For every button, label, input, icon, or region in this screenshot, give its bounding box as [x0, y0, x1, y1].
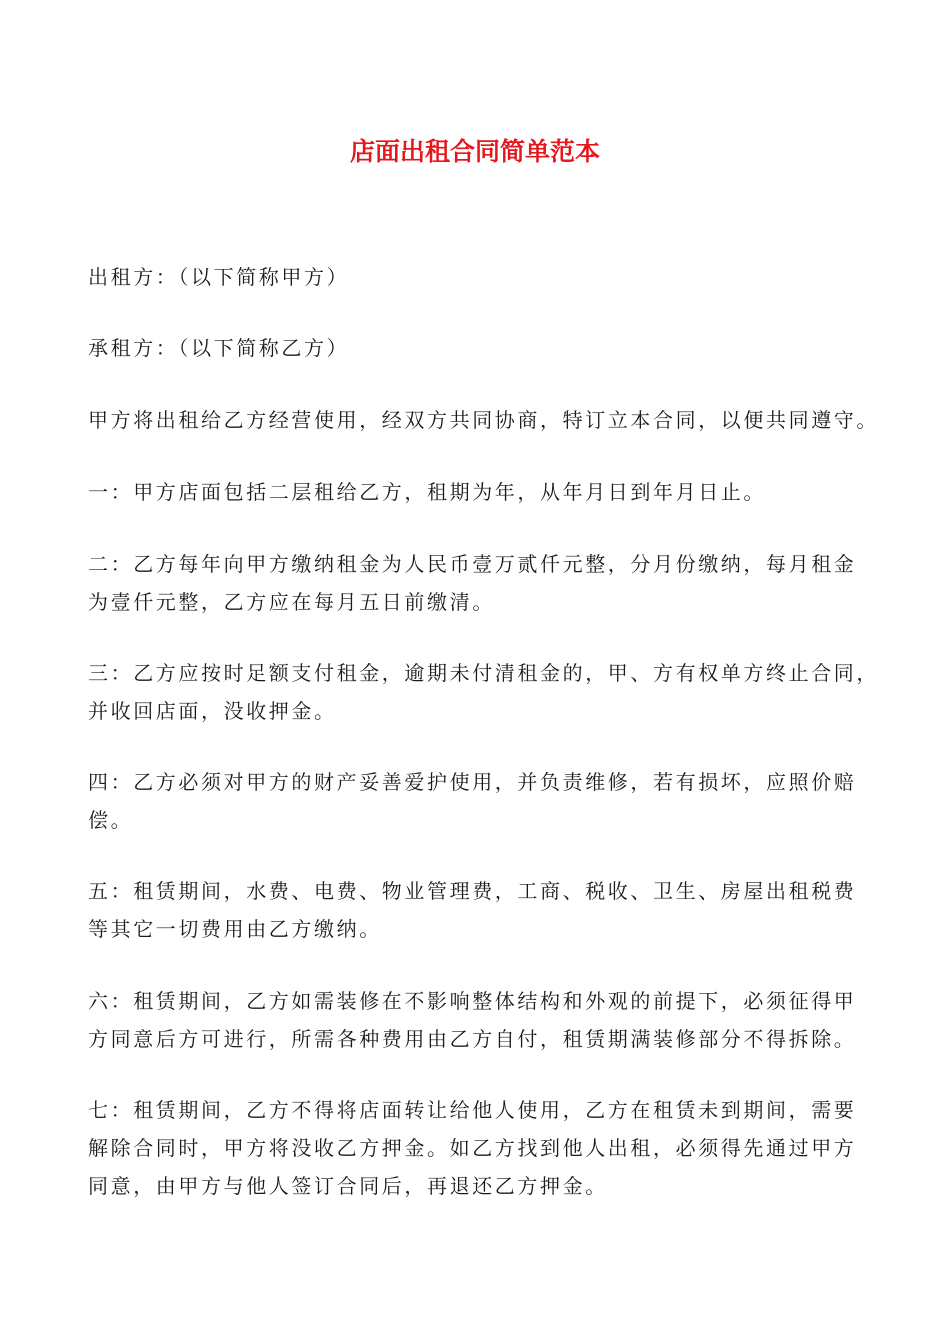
paragraph-line: 并收回店面，没收押金。 — [88, 699, 337, 723]
clause-1 — [88, 473, 868, 511]
paragraph-line: 五：租赁期间，水费、电费、物业管理费，工商、税收、卫生、房屋出租税费 — [88, 879, 857, 903]
paragraph-line: 偿。 — [88, 808, 134, 832]
party-a-paragraph — [88, 258, 868, 296]
clause-7 — [88, 1091, 868, 1205]
paragraph-line: 为壹仟元整，乙方应在每月五日前缴清。 — [88, 590, 495, 614]
paragraph-line: 解除合同时，甲方将没收乙方押金。如乙方找到他人出租，必须得先通过甲方 — [88, 1136, 857, 1160]
paragraph-line: 方同意后方可进行，所需各种费用由乙方自付，租赁期满装修部分不得拆除。 — [88, 1027, 857, 1051]
paragraph-line: 二：乙方每年向甲方缴纳租金为人民币壹万贰仟元整，分月份缴纳，每月租金 — [88, 552, 857, 576]
paragraph-line: 承租方：（以下简称乙方） — [88, 336, 350, 360]
clause-3 — [88, 654, 879, 730]
paragraph-line: 一：甲方店面包括二层租给乙方，租期为年，从年月日到年月日止。 — [88, 480, 766, 504]
clause-2 — [88, 545, 868, 621]
paragraph-line: 等其它一切费用由乙方缴纳。 — [88, 917, 382, 941]
clause-5 — [88, 872, 868, 948]
paragraph-line: 同意，由甲方与他人签订合同后，再退还乙方押金。 — [88, 1174, 608, 1198]
paragraph-line: 七：租赁期间，乙方不得将店面转让给他人使用，乙方在租赁未到期间，需要 — [88, 1098, 857, 1122]
clause-4 — [88, 763, 868, 839]
intro-paragraph — [88, 401, 879, 439]
paragraph-line: 三：乙方应按时足额支付租金，逾期未付清租金的，甲、方有权单方终止合同， — [88, 661, 879, 685]
clause-6 — [88, 982, 868, 1058]
paragraph-line: 甲方将出租给乙方经营使用，经双方共同协商，特订立本合同，以便共同遵守。 — [88, 408, 879, 432]
document-title: 店面出租合同简单范本 — [349, 137, 600, 166]
paragraph-line: 六：租赁期间，乙方如需装修在不影响整体结构和外观的前提下，必须征得甲 — [88, 989, 857, 1013]
party-b-paragraph — [88, 329, 868, 367]
paragraph-line: 四：乙方必须对甲方的财产妥善爱护使用，并负责维修，若有损坏，应照价赔 — [88, 770, 857, 794]
paragraph-line: 出租方：（以下简称甲方） — [88, 265, 350, 289]
